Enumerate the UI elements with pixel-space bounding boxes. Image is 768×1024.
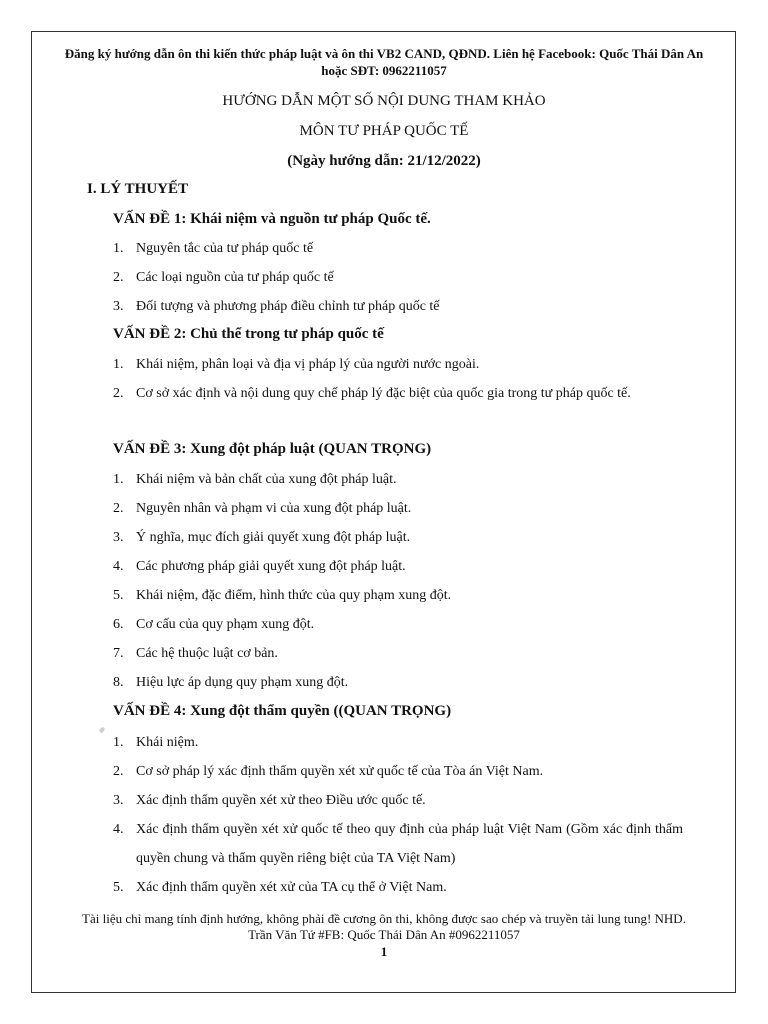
item-number: 1. [113,241,124,256]
list-item [113,523,683,552]
item-number: 1. [113,472,124,487]
item-text: Các hệ thuộc luật cơ bản. [136,646,278,661]
guidance-date: (Ngày hướng dẫn: 21/12/2022) [287,153,481,169]
list-item [113,668,683,697]
list-item [113,292,683,321]
item-text: Nguyên tắc của tư pháp quốc tế [136,241,314,256]
list-item [113,757,683,786]
item-number: 5. [113,588,124,603]
item-text: Ý nghĩa, mục đích giải quyết xung đột pháp luật. [136,530,411,545]
list-item [113,552,683,581]
document-title: HƯỚNG DẪN MỘT SỐ NỘI DUNG THAM KHẢO [222,93,546,109]
item-text: Khái niệm. [136,735,199,750]
list-item [113,873,683,902]
item-text: Khái niệm, đặc điểm, hình thức của quy phạm xung đột. [136,588,452,603]
list-item [113,581,683,610]
item-number: 2. [113,270,124,285]
topic-4-heading: VẤN ĐỀ 4: Xung đột thẩm quyền ((QUAN TRỌNG) [113,703,452,719]
list-item [113,610,683,639]
item-number: 2. [113,501,124,516]
item-number: 5. [113,880,124,895]
item-number: 8. [113,675,124,690]
footer-note: Tài liệu chỉ mang tính định hướng, không phải đề cương ôn thi, không được sao chép và truyền tải lung tung! NHD. Trần Văn Tứ #FB: Quốc Thái Dân An #0962211057 [82,911,686,942]
page-number: 1 [380,944,388,959]
list-item [113,465,683,494]
list-item [113,234,683,263]
item-number: 2. [113,764,124,779]
item-text: Đối tượng và phương pháp điều chỉnh tư pháp quốc tế [136,299,440,314]
item-text: Nguyên nhân và phạm vi của xung đột pháp luật. [136,501,412,516]
item-text: Cơ sở pháp lý xác định thẩm quyền xét xử quốc tế của Tòa án Việt Nam. [136,764,544,779]
list-item [113,350,683,379]
item-text: Khái niệm và bản chất của xung đột pháp luật. [136,472,397,487]
list-item [113,379,683,408]
item-number: 1. [113,357,124,372]
item-text: Cơ sở xác định và nội dung quy chế pháp lý đặc biệt của quốc gia trong tư pháp quốc tế. [136,386,631,401]
item-number: 3. [113,299,124,314]
item-number: 3. [113,530,124,545]
item-number: 1. [113,735,124,750]
item-text: Cơ cấu của quy phạm xung đột. [136,617,315,632]
item-text: Xác định thẩm quyền xét xử của TA cụ thể ở Việt Nam. [136,880,447,895]
section-heading: I. LÝ THUYẾT [87,181,189,197]
item-number: 6. [113,617,124,632]
list-item [113,263,683,292]
list-item [113,728,683,757]
list-item [113,815,683,873]
item-text: Hiệu lực áp dụng quy phạm xung đột. [136,675,349,690]
item-text: Xác định thẩm quyền xét xử quốc tế theo quy định của pháp luật Việt Nam (Gồm xác định thẩm quyền chung và thẩm quyền riêng biệt của TA Việt Nam) [136,822,683,866]
item-text: Khái niệm, phân loại và địa vị pháp lý của người nước ngoài. [136,357,480,372]
list-item [113,639,683,668]
list-item [113,786,683,815]
item-number: 2. [113,386,124,401]
topic-2-heading: VẤN ĐỀ 2: Chủ thể trong tư pháp quốc tế [113,326,384,342]
item-number: 3. [113,793,124,808]
header-note: Đăng ký hướng dẫn ôn thi kiến thức pháp luật và ôn thi VB2 CAND, QĐND. Liên hệ Facebook: Quốc Thái Dân An hoặc SĐT: 0962211057 [64,46,704,78]
item-text: Xác định thẩm quyền xét xử theo Điều ước quốc tế. [136,793,426,808]
list-item [113,494,683,523]
item-number: 4. [113,822,124,837]
item-number: 7. [113,646,124,661]
item-number: 4. [113,559,124,574]
topic-3-heading: VẤN ĐỀ 3: Xung đột pháp luật (QUAN TRỌNG) [113,441,432,457]
subject-title: MÔN TƯ PHÁP QUỐC TẾ [299,123,469,139]
item-text: Các phương pháp giải quyết xung đột pháp luật. [136,559,406,574]
topic-1-heading: VẤN ĐỀ 1: Khái niệm và nguồn tư pháp Quốc tế. [113,211,431,227]
item-text: Các loại nguồn của tư pháp quốc tế [136,270,334,285]
